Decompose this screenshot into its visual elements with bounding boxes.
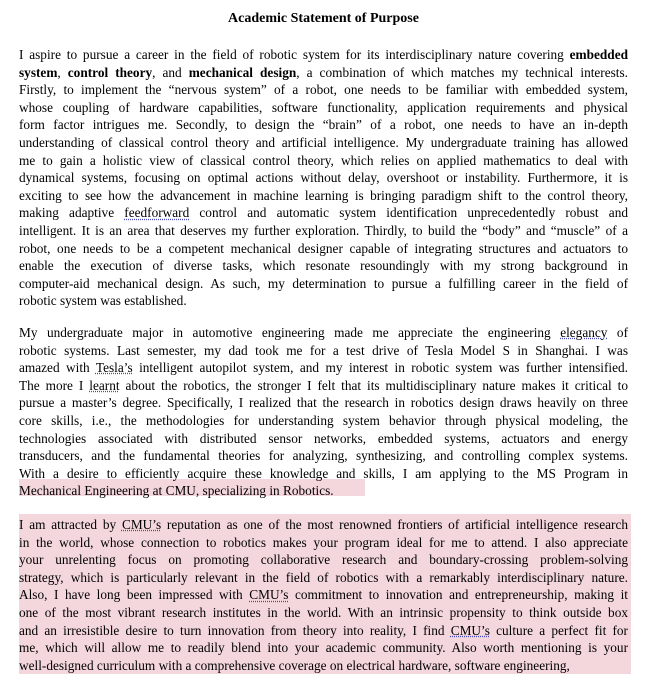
paragraph-1-line: making adaptive feedforward control and automatic system identification unprecedentedly robust and [19,205,628,221]
paragraph-2-line: technologies associated with distributed sensor networks, embedded systems, actuators and energy [19,430,628,446]
paragraph-1-line: me to gain a holistic view of classical control theory, which relies on applied mathematics to deal with [19,152,628,168]
paragraph-1-line: robot, one needs to be a competent mechanical designer capable of integrating structures and actuators to [19,240,628,256]
paragraph-2-line: My undergraduate major in automotive engineering made me appreciate the engineering elegancy of [19,325,628,340]
paragraph-3-line: me, which will allow me to readily blend into your academic community. Also worth mentioning is your [19,640,628,656]
paragraph-1-line: Firstly, to implement the “nervous system” of a robot, one needs to be familiar with embedded system, [19,82,628,98]
paragraph-2-line: core skills, i.e., the methodologies for understanding system behavior through physical modeling, the [19,413,628,428]
paragraph-1-line: I aspire to pursue a career in the field of robotic system for its interdisciplinary nature covering embedded [19,47,628,62]
paragraph-1-line: dynamical systems, focusing on optimal actions without delay, overshoot or instability. Furthermore, it is [19,170,628,186]
paragraph-2-line: amazed with Tesla’s intelligent autopilot system, and my interest in robotic system was further intensified. [19,360,628,376]
paragraph-2-line: robotic systems. Last semester, my dad took me for a test drive of Tesla Model S in Shanghai. I was [19,342,628,358]
paragraph-3-line: I am attracted by CMU’s reputation as one of the most renowned frontiers of artificial intelligence research [19,517,628,532]
paragraph-1-line: system, control theory, and mechanical design, a combination of which matches my technical interests. [19,64,629,80]
paragraph-3-line: in the world, whose connection to robotics makes your program ideal for me to attend. I also appreciate [19,534,628,550]
paragraph-2-line: With a desire to efficiently acquire these knowledge and skills, I am applying to the MS Program in [19,465,628,481]
paragraph-2-line: The more I learnt about the robotics, the stronger I felt that its multidisciplinary nature makes it critical to [19,377,628,393]
paragraph-3-line: well-designed curriculum with a comprehensive coverage on electrical hardware, software engineering, [19,657,570,673]
paragraph-3-line: and an irresistible desire to turn innovation from theory into reality, I find CMU’s culture a perfect fit for [19,622,628,638]
paragraph-2-line: Mechanical Engineering at CMU, specializing in Robotics. [19,483,334,499]
paragraph-1-line: form factor intrigues me. Secondly, to design the “brain” of a robot, one needs to have an in-depth [19,117,628,133]
paragraph-1-line: robotic system was established. [19,293,187,309]
paragraph-1-line: whose coupling of hardware capabilities, software functionality, application requirements and physical [19,99,628,115]
paragraph-1-line: computer-aid mechanical design. As such, my determination to pursue a fulfilling career in the field of [19,275,628,291]
paragraph-1-line: understanding of classical control theory and artificial intelligence. My undergraduate training has allowed [19,135,628,150]
paragraph-3-line: Also, I have long been impressed with CMU’s commitment to innovation and entrepreneurship, making it [19,587,628,603]
paragraph-1-line: intelligent. It is an area that deserves my further exploration. Thirdly, to build the “body” and “muscle” of a [19,223,628,238]
paragraph-3-line: one of the most vibrant research institutes in the world. With an intrinsic propensity to think outside box [19,605,628,620]
paragraph-1-line: enable the execution of diverse tasks, which resonate resoundingly with my strong background in [19,258,628,274]
paragraph-3-line: your unrelenting focus on promoting collaborative research and boundary-crossing problem-solving [19,552,628,568]
paragraph-1-line: exciting to see how the advancement in machine learning is bringing paradigm shift to the control theory, [19,187,628,203]
paragraph-2-line: pursue a master’s degree. Specifically, I realized that the research in robotics design draws heavily on three [19,395,628,411]
paragraph-3-line: strategy, which is particularly relevant in the field of robotics with a remarkably interdisciplinary nature. [19,569,628,585]
paragraph-2-line: transducers, and the fundamental theories for analyzing, synthesizing, and controlling complex systems. [19,448,628,464]
document-title: Academic Statement of Purpose [228,11,419,26]
